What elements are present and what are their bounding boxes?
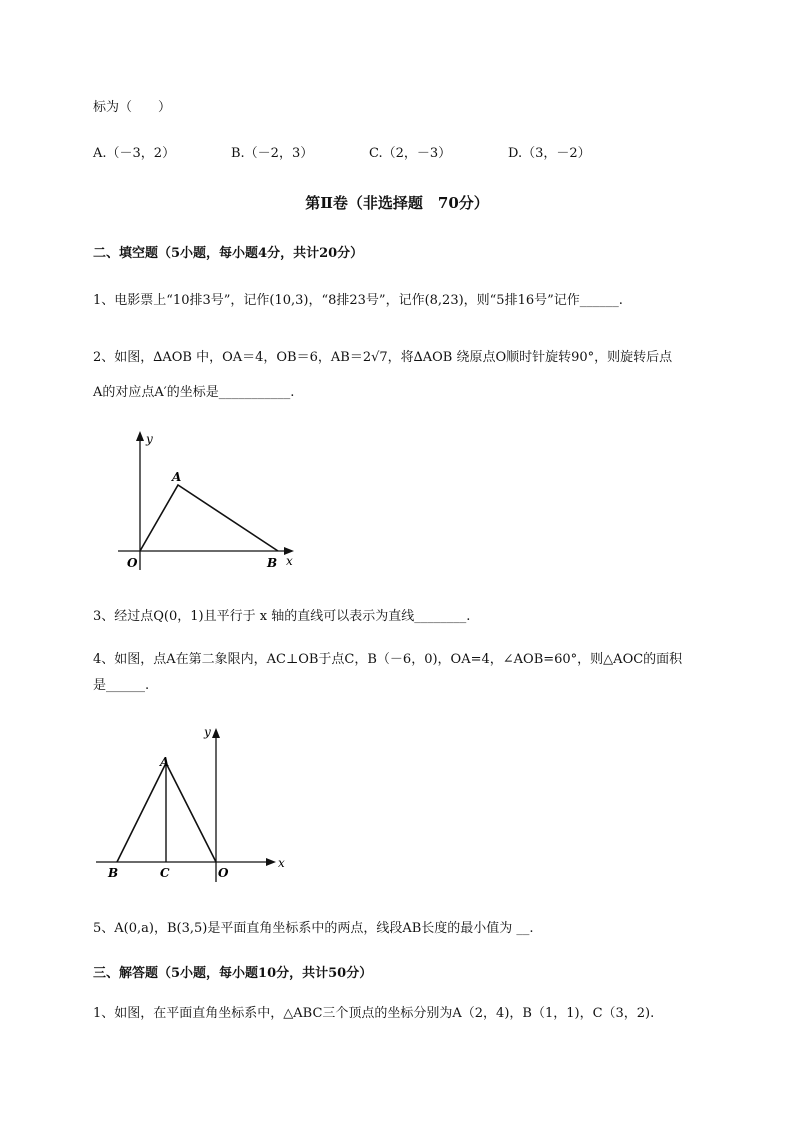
figure-triangle-aob: [110, 425, 310, 575]
fig2-label-c: C: [160, 866, 170, 880]
fill-question-4-line2: 是______.: [93, 678, 150, 693]
fill-question-2-line2: A的对应点A′的坐标是___________.: [93, 385, 295, 400]
fig1-y-label: y: [146, 432, 153, 446]
fill-question-3: 3、经过点Q(0，1)且平行于 x 轴的直线可以表示为直线________.: [93, 609, 471, 624]
part2-title: 第Ⅱ卷（非选择题 70分）: [305, 194, 489, 212]
x-axis-arrow: [266, 858, 276, 866]
figure-triangle-abo: [92, 720, 292, 885]
y-axis-arrow: [136, 431, 144, 441]
option-d: D.（3，－2）: [508, 146, 591, 161]
option-b: B.（－2，3）: [231, 146, 314, 161]
fig1-label-o: O: [127, 556, 138, 570]
option-a: A.（－3，2）: [93, 146, 176, 161]
fill-question-1: 1、电影票上“10排3号”，记作(10,3)，“8排23号”，记作(8,23)，则“5排16号”记作______.: [93, 293, 623, 308]
fig2-label-b: B: [108, 866, 119, 880]
fill-question-2-line1: 2、如图，∆AOB 中，OA＝4，OB＝6，AB＝2√7，将∆AOB 绕原点O顺时针旋转90°，则旋转后点: [93, 350, 673, 365]
fill-question-4-line1: 4、如图，点A在第二象限内，AC⊥OB于点C，B（－6，0)，OA=4，∠AOB=60°，则△AOC的面积: [93, 652, 683, 667]
fig2-label-a: A: [160, 755, 170, 769]
solve-question-1: 1、如图，在平面直角坐标系中，△ABC三个顶点的坐标分别为A（2，4)，B（1，1)，C（3，2).: [93, 1006, 655, 1021]
section-fill-heading: 二、填空题（5小题，每小题4分，共计20分）: [93, 246, 364, 261]
fig2-label-o: O: [218, 866, 229, 880]
triangle-aob: [140, 485, 278, 551]
fig1-label-b: B: [267, 556, 278, 570]
fig1-x-label: x: [286, 554, 293, 568]
section-solve-heading: 三、解答题（5小题，每小题10分，共计50分）: [93, 966, 373, 981]
option-c: C.（2，－3）: [369, 146, 452, 161]
prev-question-stem-tail: 标为（ ）: [93, 100, 172, 115]
y-axis-arrow: [212, 728, 220, 738]
fig1-label-a: A: [172, 470, 182, 484]
fig2-x-label: x: [278, 856, 285, 870]
fill-question-5: 5、A(0,a)，B(3,5)是平面直角坐标系中的两点，线段AB长度的最小值为 __.: [93, 921, 534, 936]
fig2-y-label: y: [204, 725, 211, 739]
